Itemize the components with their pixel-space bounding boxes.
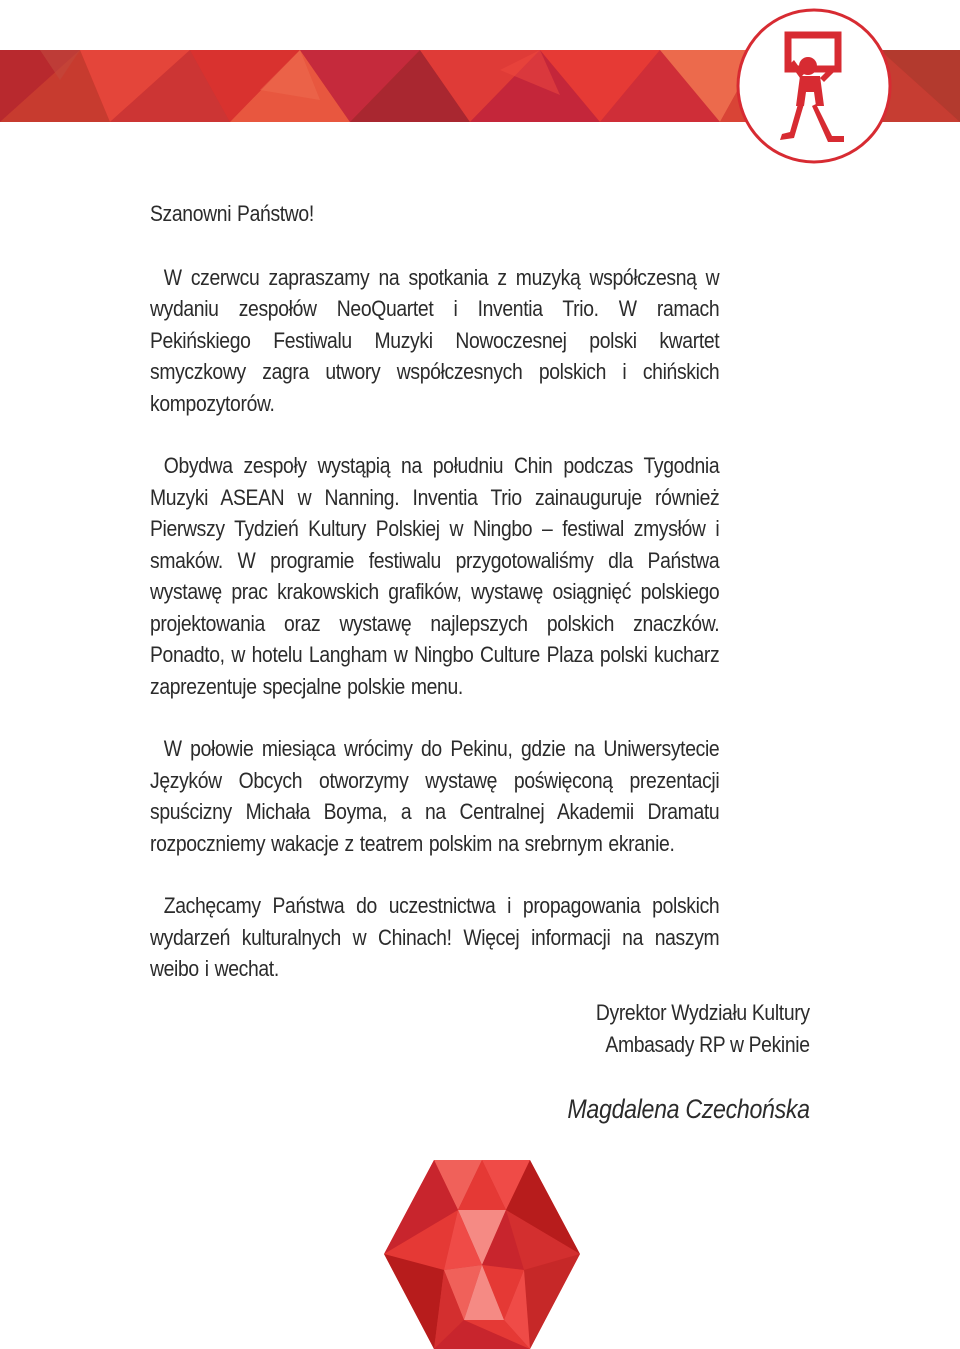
letter-greeting: Szanowni Państwo! (150, 201, 314, 226)
man-carrying-frame-icon (734, 6, 894, 166)
signature-name: Magdalena Czechońska (567, 1094, 810, 1124)
letter-paragraph-2: Obydwa zespoły wystąpią na południu Chin podczas Tygodnia Muzyki ASEAN w Nanning. Inventia Trio zainauguruje również Pierwszy Tydzień Kultury Polskiej w Ningbo – festiwal zmysłów i smaków. W programie festiwalu przygotowaliśmy dla Państwa wystawę prac krakowskich grafików, wystawę osiągnięć polskiego projektowania oraz wystawę najlepszych polskich znaczków. Ponadto, w hotelu Langham w Ningbo Culture Plaza polski kucharz zaprezentuje specjalne polskie menu. (150, 453, 720, 699)
letter-paragraph-1: W czerwcu zapraszamy na spotkania z muzyką współczesną w wydaniu zespołów NeoQuartet i Inventia Trio. W ramach Pekińskiego Festiwalu Muzyki Nowoczesnej polski kwartet smyczkowy zagra utwory współczesnych polskich i chińskich kompozytorów. (150, 264, 720, 416)
letter-paragraph-3: W połowie miesiąca wrócimy do Pekinu, gdzie na Uniwersytecie Języków Obcych otworzymy wystawę poświęconą prezentacji spuścizny Michała Boyma, a na Centralnej Akademii Dramatu rozpoczniemy wakacje z teatrem polskim na srebrnym ekranie. (150, 736, 720, 856)
letter-body (150, 198, 719, 1016)
letter-paragraph-4: Zachęcamy Państwa do uczestnictwa i propagowania polskich wydarzeń kulturalnych w Chinach! Więcej informacji na naszym weibo i wechat. (150, 893, 720, 981)
signature-block (528, 997, 810, 1126)
footer-polygon-hexagon (384, 1160, 580, 1349)
signature-title-line-2: Ambasady RP w Pekinie (605, 1031, 810, 1057)
signature-title-line-1: Dyrektor Wydziału Kultury (596, 1000, 810, 1025)
